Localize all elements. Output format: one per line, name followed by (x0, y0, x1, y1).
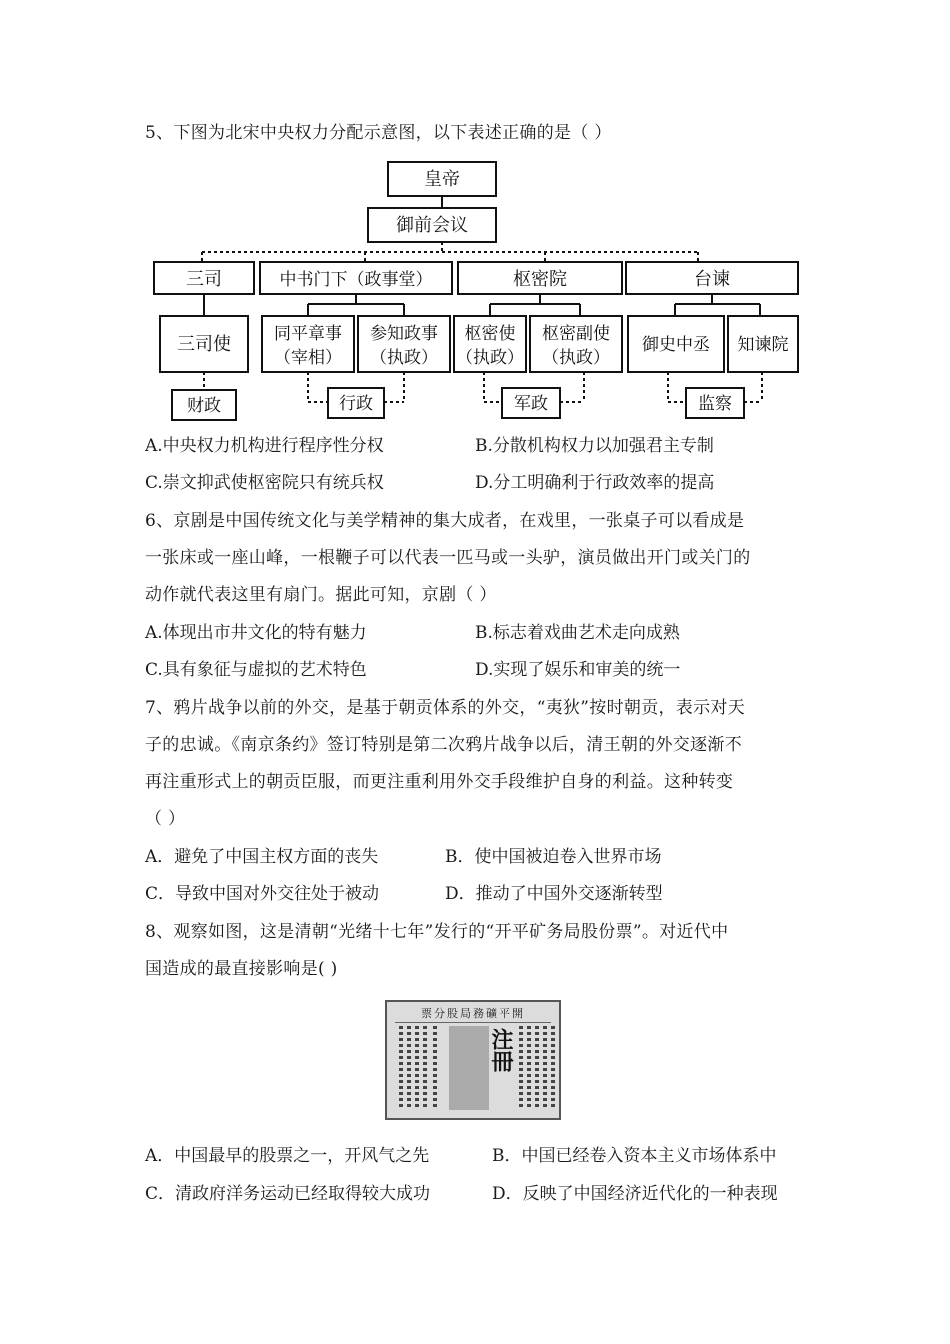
q8-line-2: 国造成的最直接影响是( ) (145, 959, 338, 979)
q7-option-b: B．使中国被迫卷入世界市场 (445, 847, 662, 867)
q6-option-b: B.标志着戏曲艺术走向成熟 (475, 623, 680, 643)
text-column (519, 1026, 523, 1110)
function-label-xingzheng: 行政 (339, 394, 373, 414)
function-label-junzheng: 军政 (514, 394, 548, 414)
stock-registered-chars: 注冊 (488, 1028, 514, 1072)
officer-role-shumifushi: （执政） (542, 348, 610, 368)
q8-line-1: 8、观察如图，这是清朝“光绪十七年”发行的“开平矿务局股份票”。对近代中 (145, 922, 729, 942)
q7-line-2: 子的忠诚。《南京条约》签订特别是第二次鸦片战争以后，清王朝的外交逐渐不 (145, 735, 742, 755)
officer-label-zaixiang: 同平章事 (274, 324, 342, 344)
q5-option-b: B.分散机构权力以加强君主专制 (475, 436, 714, 456)
text-column (399, 1026, 403, 1110)
dept-label-zhongshu: 中书门下（政事堂） (279, 270, 433, 290)
q7-option-c: C．导致中国对外交往处于被动 (145, 884, 380, 904)
dept-label-taijian: 台谏 (694, 269, 730, 290)
emperor-label: 皇帝 (424, 169, 460, 190)
dept-label-shumi: 枢密院 (513, 269, 567, 290)
officer-role-canzhi: （执政） (370, 348, 438, 368)
text-column (527, 1026, 531, 1110)
officer-label-canzhi: 参知政事 (370, 324, 438, 344)
text-column (551, 1026, 555, 1110)
stock-certificate-image (385, 1000, 561, 1120)
officer-role-shumishi: （执政） (456, 348, 524, 368)
officer-label-shumifushi: 枢密副使 (542, 324, 610, 344)
song-power-diagram (150, 158, 802, 422)
q6-option-c: C.具有象征与虚拟的艺术特色 (145, 660, 367, 680)
q6-option-d: D.实现了娱乐和审美的统一 (475, 660, 681, 680)
q7-option-d: D．推动了中国外交逐渐转型 (445, 884, 663, 904)
q5-option-a: A.中央权力机构进行程序性分权 (145, 436, 384, 456)
q8-option-b: B．中国已经卷入资本主义市场体系中 (492, 1146, 777, 1166)
q5-stem: 5、下图为北宋中央权力分配示意图，以下表述正确的是（ ） (145, 123, 612, 143)
officer-label-sansishi: 三司使 (177, 334, 231, 355)
dept-label-sansi: 三司 (186, 269, 222, 290)
text-column (535, 1026, 539, 1110)
q8-option-c: C．清政府洋务运动已经取得较大成功 (145, 1184, 431, 1204)
q6-line-1: 6、京剧是中国传统文化与美学精神的集大成者，在戏里，一张桌子可以看成是 (145, 511, 745, 531)
q8-option-a: A．中国最早的股票之一，开风气之先 (145, 1146, 430, 1166)
q6-option-a: A.体现出市井文化的特有魅力 (145, 623, 367, 643)
text-column (415, 1026, 419, 1110)
function-label-jiancha: 监察 (698, 394, 732, 414)
officer-role-zaixiang: （宰相） (274, 348, 342, 368)
q8-option-d: D．反映了中国经济近代化的一种表现 (492, 1184, 778, 1204)
q7-option-a: A．避免了中国主权方面的丧失 (145, 847, 379, 867)
q6-line-2: 一张床或一座山峰，一根鞭子可以代表一匹马或一头驴，演员做出开门或关门的 (145, 548, 751, 568)
seal-stamp (449, 1026, 489, 1110)
text-column (423, 1026, 427, 1110)
function-label-caizheng: 财政 (187, 396, 221, 416)
q5-option-c: C.崇文抑武使枢密院只有统兵权 (145, 473, 384, 493)
council-label: 御前会议 (396, 215, 468, 236)
officer-label-shumishi: 枢密使 (464, 324, 516, 344)
officer-label-zhijian: 知谏院 (737, 335, 789, 355)
stock-header: 開平礦務局股分票 (395, 1006, 551, 1023)
q7-line-3: 再注重形式上的朝贡臣服，而更注重利用外交手段维护自身的利益。这种转变 (145, 772, 734, 792)
q7-line-1: 7、鸦片战争以前的外交，是基于朝贡体系的外交，“夷狄”按时朝贡，表示对天 (145, 698, 745, 718)
text-column (433, 1026, 437, 1110)
q6-line-3: 动作就代表这里有扇门。据此可知，京剧（ ） (145, 585, 497, 605)
text-column (407, 1026, 411, 1110)
officer-label-yushi: 御史中丞 (642, 335, 710, 355)
text-column (543, 1026, 547, 1110)
q7-line-4: （ ） (145, 809, 186, 829)
q5-option-d: D.分工明确利于行政效率的提高 (475, 473, 715, 493)
